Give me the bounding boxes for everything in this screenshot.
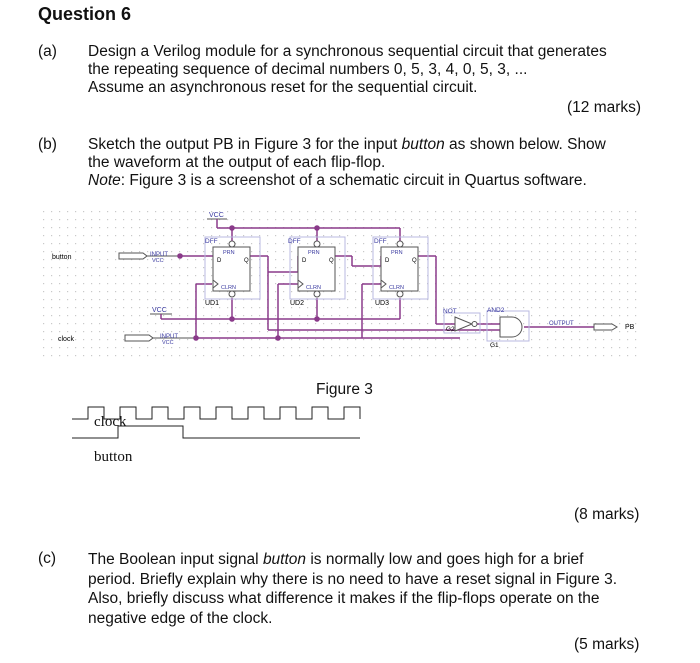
part-a-line1: Design a Verilog module for a synchronous sequential circuit that generates [88,43,607,60]
ud3-clrn: CLRN [389,285,404,291]
part-b-note-em: Note [88,172,121,189]
part-c-line1-pre: The Boolean input signal [88,551,263,568]
part-b-line1-post: as shown below. Show [444,136,606,153]
ud2-d: D [302,258,307,264]
part-c-line1-post: is normally low and goes high for a brief [306,551,584,568]
ud2-clrn: CLRN [306,285,321,291]
part-b-label: (b) [38,136,57,153]
ud2-q: Q [329,258,334,264]
and-instance: G1 [490,342,499,349]
output-name: PB [625,324,635,331]
clock-input-vcc-tag: VCC [162,340,174,346]
ud1-clrn: CLRN [221,285,236,291]
ud2-type: DFF [288,238,301,245]
ud3-type: DFF [374,238,387,245]
question-title: Question 6 [38,4,132,24]
not-instance: G2 [446,326,455,333]
part-c-line4: negative edge of the clock. [88,609,273,627]
button-wave-label: button [94,449,133,465]
ud3-name: UD3 [375,300,390,307]
part-c-line1-em: button [262,551,307,568]
clock-input-tag: INPUT [160,334,178,340]
part-a-marks: (12 marks) [567,99,642,116]
ud1-d: D [217,258,222,264]
part-c-text [88,550,648,628]
output-tag: OUTPUT [549,321,574,327]
part-c-line3: Also, briefly discuss what difference it makes if the flip-flops operate on the [88,590,600,607]
part-b-line2: the waveform at the output of each flip-flop. [88,154,386,171]
ud3-d: D [385,258,390,264]
part-c-marks: (5 marks) [574,636,640,653]
ud1-q: Q [244,258,249,264]
part-a-line3: Assume an asynchronous reset for the sequential circuit. [88,79,478,96]
ud3-q: Q [412,258,417,264]
part-a-label: (a) [38,43,57,60]
part-c-line2: period. Briefly explain why there is no need to have a reset signal in Figure 3. [88,570,618,588]
vcc-mid-label: VCC [152,307,167,314]
clock-wave-label: clock [94,414,127,430]
part-b-note-rest: : Figure 3 is a screenshot of a schematic circuit in Quartus software. [120,172,587,189]
ud3-prn: PRN [391,250,403,256]
clock-input-name: clock [58,336,74,343]
part-c-label: (c) [38,550,57,567]
part-a-line2: the repeating sequence of decimal numbers 0, 5, 3, 4, 0, 5, 3, ... [88,61,528,78]
button-input-vcc-tag: VCC [152,258,164,264]
ud1-type: DFF [205,238,218,245]
part-b-line1-pre: Sketch the output PB in Figure 3 for the input [88,136,402,153]
part-b-line1-em: button [401,136,445,153]
figure-caption: Figure 3 [316,381,373,398]
ud1-name: UD1 [205,300,220,307]
button-input-tag: INPUT [150,252,168,258]
button-input-name: button [52,254,72,261]
part-b-marks: (8 marks) [574,506,640,523]
and-label: AND2 [487,307,505,314]
ud2-name: UD2 [290,300,305,307]
part-c-line1 [88,550,648,570]
ud2-prn: PRN [308,250,320,256]
vcc-top-label: VCC [209,212,224,219]
not-label: NOT [443,308,457,315]
ud1-prn: PRN [223,250,235,256]
